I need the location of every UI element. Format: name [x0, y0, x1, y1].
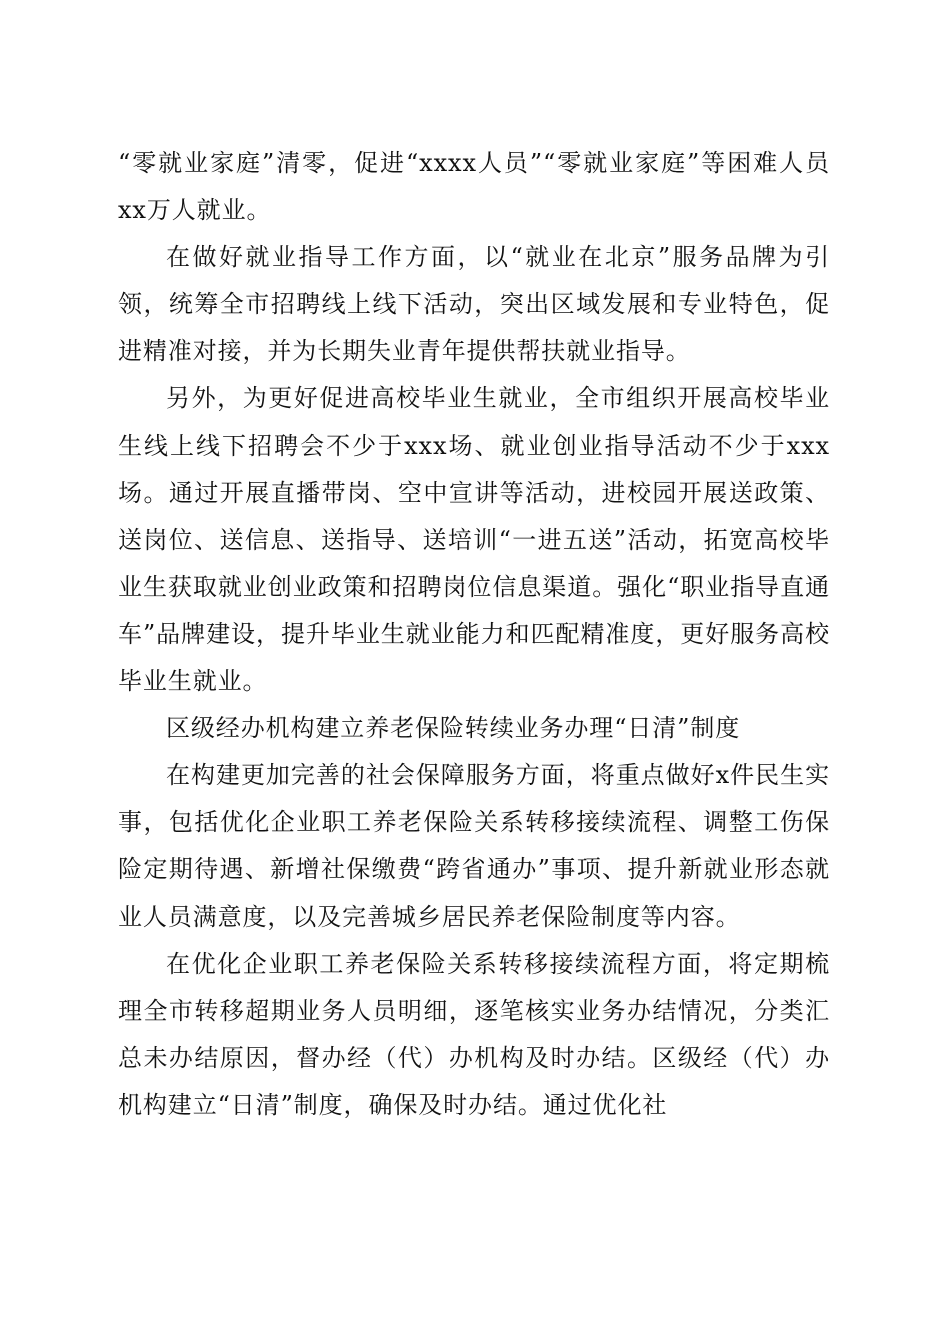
paragraph-1: “零就业家庭”清零，促进“xxxx人员”“零就业家庭”等困难人员xx万人就业。 — [118, 149, 830, 225]
paragraph-3: 另外，为更好促进高校毕业生就业，全市组织开展高校毕业生线上线下招聘会不少于xxx场、就业创业指导活动不少于xxx场。通过开展直播带岗、空中宣讲等活动，进校园开展送政策、送岗位、送信息、送指导、送培训“一进五送”活动，拓宽高校毕业生获取就业创业政策和招聘岗位信息渠道。强化“职业指导直通车”品牌建设，提升毕业生就业能力和匹配精准度，更好服务高校毕业生就业。 — [118, 384, 830, 696]
paragraph-5: 在构建更加完善的社会保障服务方面，将重点做好x件民生实事，包括优化企业职工养老保险关系转移接续流程、调整工伤保险定期待遇、新增社保缴费“跨省通办”事项、提升新就业形态就业人员满意度，以及完善城乡居民养老保险制度等内容。 — [118, 761, 830, 931]
paragraph-6: 在优化企业职工养老保险关系转移接续流程方面，将定期梳理全市转移超期业务人员明细，逐笔核实业务办结情况，分类汇总未办结原因，督办经（代）办机构及时办结。区级经（代）办机构建立“日清”制度，确保及时办结。通过优化社 — [118, 949, 830, 1119]
paragraph-4-heading: 区级经办机构建立养老保险转续业务办理“日清”制度 — [166, 714, 741, 743]
paragraph-2: 在做好就业指导工作方面，以“就业在北京”服务品牌为引领，统筹全市招聘线上线下活动，突出区域发展和专业特色，促进精准对接，并为长期失业青年提供帮扶就业指导。 — [118, 243, 830, 366]
document-body — [118, 140, 830, 1129]
